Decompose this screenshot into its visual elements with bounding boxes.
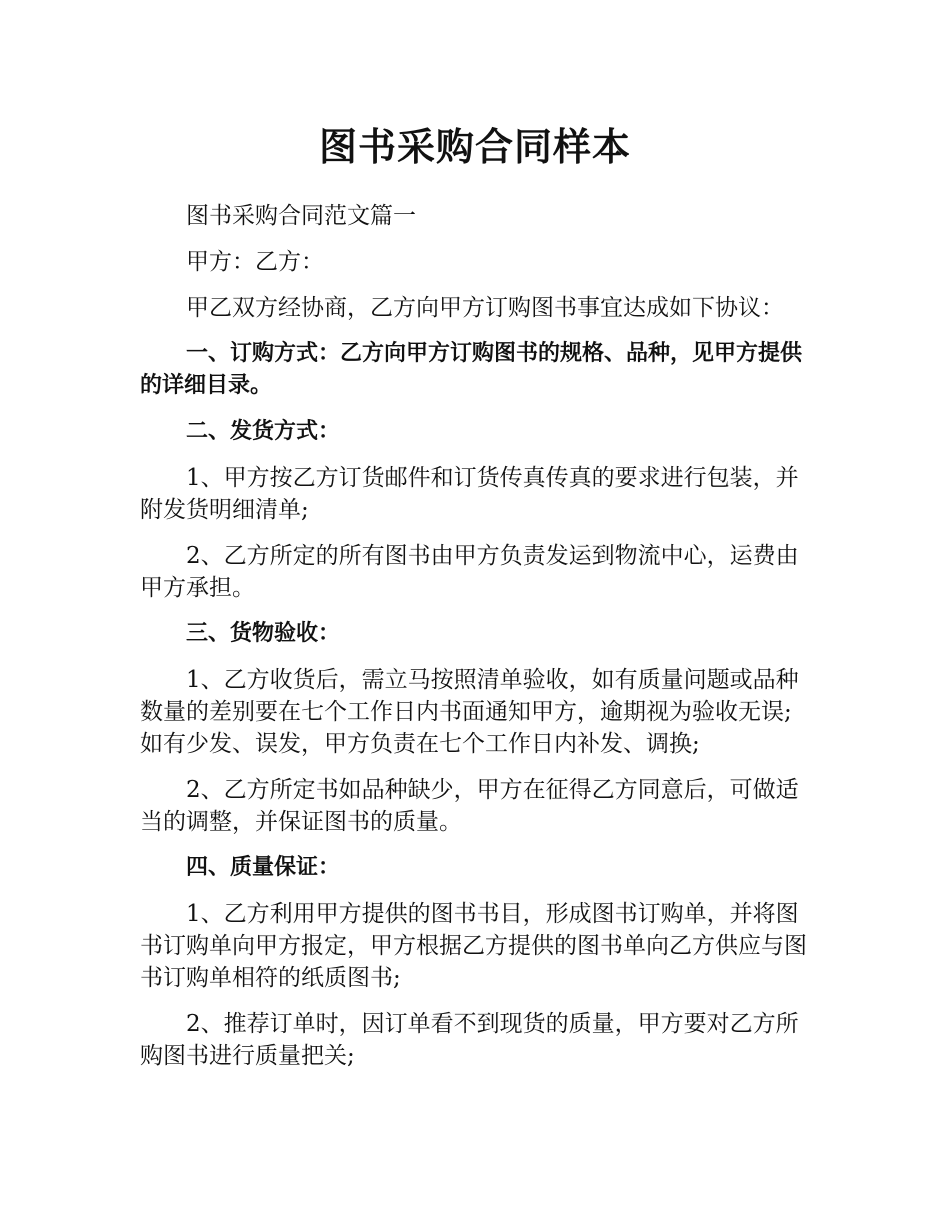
clause-4-item-2: 2、推荐订单时，因订单看不到现货的质量，甲方要对乙方所购图书进行质量把关; bbox=[140, 1011, 799, 1069]
clause-3-item-1: 1、乙方收货后，需立马按照清单验收，如有质量问题或品种数量的差别要在七个工作日内书面通知甲方，逾期视为验收无误;如有少发、误发，甲方负责在七个工作日内补发、调换; bbox=[140, 667, 799, 757]
clause-1-heading: 一、订购方式：乙方向甲方订购图书的规格、品种，见甲方提供的详细目录。 bbox=[140, 341, 803, 398]
document-title: 图书采购合同样本 bbox=[318, 125, 631, 169]
clause-4-item-1: 1、乙方利用甲方提供的图书书目，形成图书订购单，并将图书订购单向甲方报定，甲方根据乙方提供的图书单向乙方供应与图书订购单相符的纸质图书; bbox=[140, 901, 807, 991]
party-line: 甲方：乙方： bbox=[186, 249, 324, 275]
clause-3-item-2: 2、乙方所定书如品种缺少，甲方在征得乙方同意后，可做适当的调整，并保证图书的质量。 bbox=[140, 777, 799, 835]
clause-2-item-1: 1、甲方按乙方订货邮件和订货传真传真的要求进行包装，并附发货明细清单; bbox=[140, 465, 799, 523]
clause-4-heading: 四、质量保证： bbox=[186, 855, 341, 880]
clause-2-item-2: 2、乙方所定的所有图书由甲方负责发运到物流中心，运费由甲方承担。 bbox=[140, 543, 799, 601]
section-heading: 图书采购合同范文篇一 bbox=[186, 203, 416, 229]
clause-2-heading: 二、发货方式： bbox=[186, 419, 341, 444]
agreement-intro: 甲乙双方经协商，乙方向甲方订购图书事宜达成如下协议： bbox=[186, 295, 784, 321]
document-body bbox=[140, 200, 810, 1086]
clause-3-heading: 三、货物验收： bbox=[186, 621, 341, 646]
